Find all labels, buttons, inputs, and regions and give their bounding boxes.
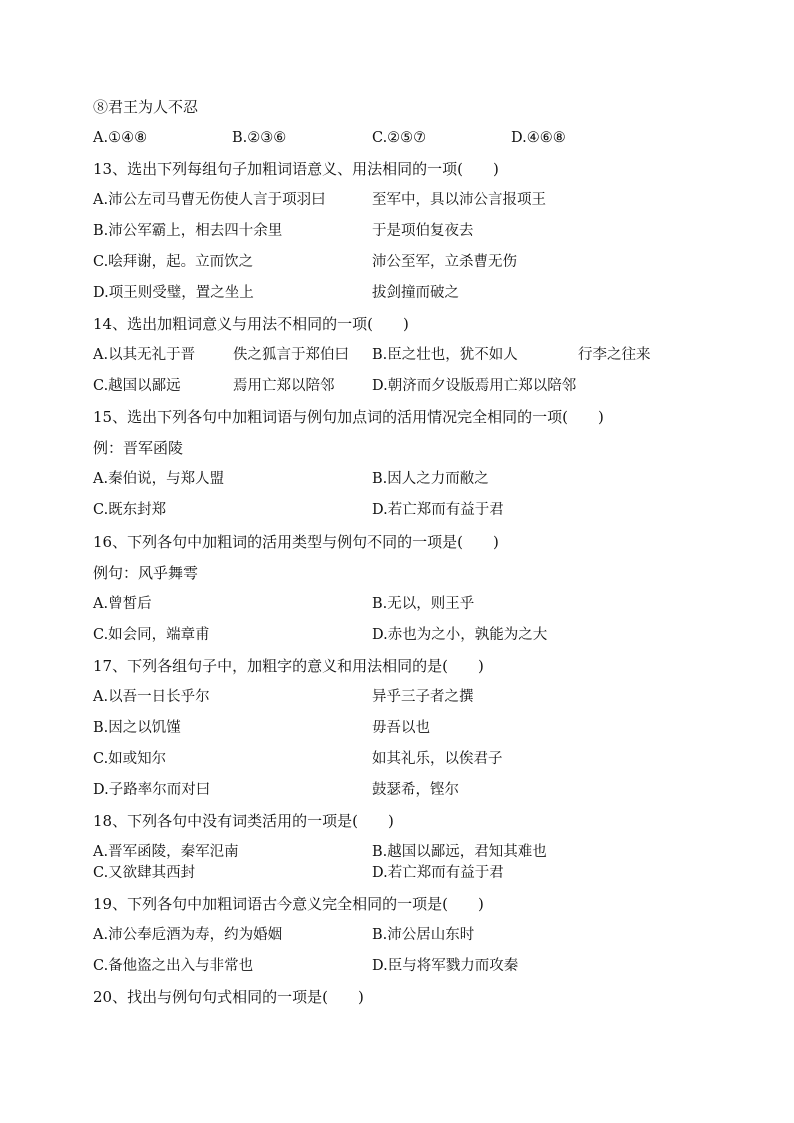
q18-option-a: A.晋军函陵，秦军氾南 <box>93 844 239 860</box>
question-17: 17、下列各组句子中，加粗字的意义和用法相同的是( ) <box>93 657 484 675</box>
q19-option-c: C.备他盗之出入与非常也 <box>93 958 254 974</box>
q16-example: 例句：风乎舞雩 <box>93 564 199 582</box>
question-13: 13、选出下列每组句子加粗词语意义、用法相同的一项( ) <box>93 160 499 178</box>
q18-option-b: B.越国以鄙远，君知其难也 <box>372 844 547 860</box>
q19-option-d: D.臣与将军戮力而攻秦 <box>372 958 519 974</box>
option-line: ⑧君王为人不忍 <box>93 98 199 116</box>
choice-c: C.②⑤⑦ <box>372 130 427 146</box>
q18-option-c: C.又欲肆其西封 <box>93 865 196 881</box>
q17-option-b-left: B.因之以饥馑 <box>93 720 181 736</box>
question-19: 19、下列各句中加粗词语古今意义完全相同的一项是( ) <box>93 895 484 913</box>
q16-option-b: B.无以，则王乎 <box>372 596 475 612</box>
q19-option-b: B.沛公居山东时 <box>372 927 475 943</box>
q16-option-a: A.曾皙后 <box>93 596 152 612</box>
q13-option-b-right: 于是项伯复夜去 <box>372 223 474 239</box>
q16-option-d: D.赤也为之小，孰能为之大 <box>372 627 548 643</box>
q14-option-c-left: C.越国以鄙远 <box>93 378 181 394</box>
choice-a: A.①④⑧ <box>93 130 148 146</box>
q17-option-d-right: 鼓瑟希，铿尔 <box>372 782 459 798</box>
q13-option-d-right: 拔剑撞而破之 <box>372 285 459 301</box>
q14-option-d: D.朝济而夕设版焉用亡郑以陪邻 <box>372 378 577 394</box>
q15-example: 例：晋军函陵 <box>93 439 184 457</box>
q14-option-a-right: 佚之狐言于郑伯曰 <box>233 347 349 363</box>
q14-option-a-left: A.以其无礼于晋 <box>93 347 196 363</box>
q16-option-c: C.如会同，端章甫 <box>93 627 210 643</box>
q17-option-a-right: 异乎三子者之撰 <box>372 689 474 705</box>
q13-option-a-right: 至军中，具以沛公言报项王 <box>372 192 546 208</box>
q13-option-d-left: D.项王则受璧，置之坐上 <box>93 285 254 301</box>
q19-option-a: A.沛公奉卮酒为寿，约为婚姻 <box>93 927 283 943</box>
q15-option-b: B.因人之力而敝之 <box>372 471 489 487</box>
q13-option-c-right: 沛公至军，立杀曹无伤 <box>372 254 517 270</box>
q14-option-b-right: 行李之往来 <box>578 347 651 363</box>
q13-option-c-left: C.哙拜谢，起。立而饮之 <box>93 254 254 270</box>
q14-option-b-left: B.臣之壮也，犹不如人 <box>372 347 518 363</box>
q14-option-c-right: 焉用亡郑以陪邻 <box>233 378 335 394</box>
q17-option-b-right: 毋吾以也 <box>372 720 430 736</box>
q15-option-a: A.秦伯说，与郑人盟 <box>93 471 225 487</box>
q17-option-c-right: 如其礼乐，以俟君子 <box>372 751 503 767</box>
q17-option-d-left: D.子路率尔而对曰 <box>93 782 211 798</box>
q18-option-d: D.若亡郑而有益于君 <box>372 865 504 881</box>
question-18: 18、下列各句中没有词类活用的一项是( ) <box>93 812 394 830</box>
q15-option-d: D.若亡郑而有益于君 <box>372 502 504 518</box>
question-14: 14、选出加粗词意义与用法不相同的一项( ) <box>93 315 409 333</box>
q13-option-b-left: B.沛公军霸上，相去四十余里 <box>93 223 283 239</box>
choice-d: D.④⑥⑧ <box>511 130 566 146</box>
question-15: 15、选出下列各句中加粗词语与例句加点词的活用情况完全相同的一项( ) <box>93 408 604 426</box>
q17-option-c-left: C.如或知尔 <box>93 751 167 767</box>
question-16: 16、下列各句中加粗词的活用类型与例句不同的一项是( ) <box>93 533 499 551</box>
question-20: 20、找出与例句句式相同的一项是( ) <box>93 988 364 1006</box>
q17-option-a-left: A.以吾一日长乎尔 <box>93 689 210 705</box>
q13-option-a-left: A.沛公左司马曹无伤使人言于项羽曰 <box>93 192 326 208</box>
q15-option-c: C.既东封郑 <box>93 502 167 518</box>
choice-b: B.②③⑥ <box>232 130 287 146</box>
